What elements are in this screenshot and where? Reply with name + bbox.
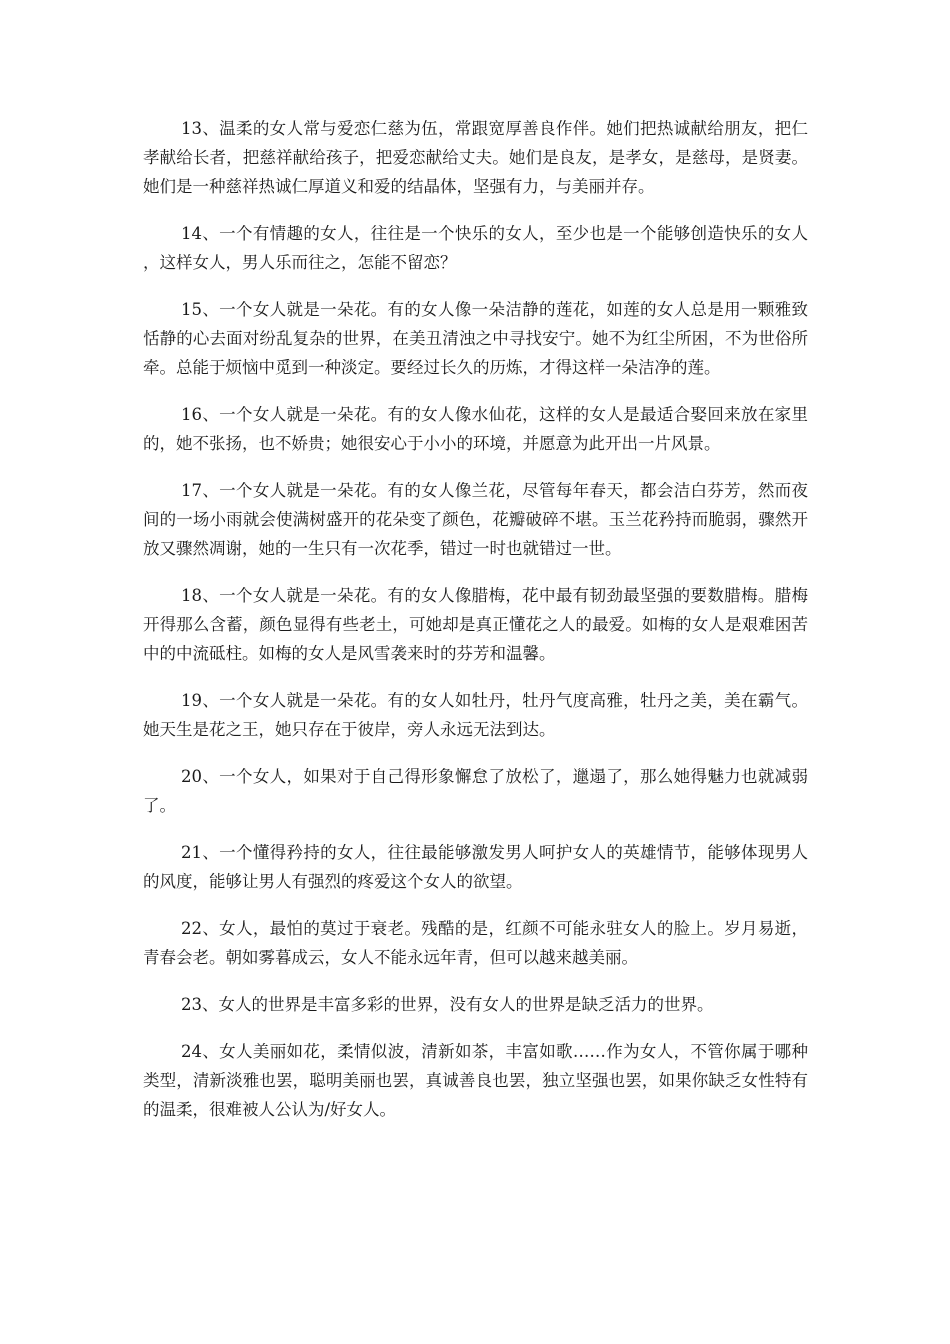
paragraph-20: 20、一个女人，如果对于自己得形象懈怠了放松了，邋遢了，那么她得魅力也就减弱了。: [143, 767, 808, 815]
paragraph-19: 19、一个女人就是一朵花。有的女人如牡丹，牡丹气度高雅，牡丹之美，美在霸气。她天生是花之王，她只存在于彼岸，旁人永远无法到达。: [143, 691, 808, 739]
document-body: [143, 114, 808, 1142]
paragraph-16: 16、一个女人就是一朵花。有的女人像水仙花，这样的女人是最适合娶回来放在家里的，她不张扬，也不娇贵；她很安心于小小的环境，并愿意为此开出一片风景。: [143, 405, 808, 453]
paragraph-24: 24、女人美丽如花，柔情似波，清新如茶，丰富如歌……作为女人，不管你属于哪种类型，清新淡雅也罢，聪明美丽也罢，真诚善良也罢，独立坚强也罢，如果你缺乏女性特有的温柔，很难被人公认为/好女人。: [143, 1042, 808, 1119]
paragraph-13: 13、温柔的女人常与爱恋仁慈为伍，常跟宽厚善良作伴。她们把热诚献给朋友，把仁孝献给长者，把慈祥献给孩子，把爱恋献给丈夫。她们是良友，是孝女，是慈母，是贤妻。她们是一种慈祥热诚仁厚道义和爱的结晶体，坚强有力，与美丽并存。: [143, 119, 808, 196]
paragraph-23: 23、女人的世界是丰富多彩的世界，没有女人的世界是缺乏活力的世界。: [181, 995, 714, 1014]
paragraph-18: 18、一个女人就是一朵花。有的女人像腊梅，花中最有韧劲最坚强的要数腊梅。腊梅开得那么含蓄，颜色显得有些老土，可她却是真正懂花之人的最爱。如梅的女人是艰难困苦中的中流砥柱。如梅的女人是风雪袭来时的芬芳和温馨。: [143, 586, 808, 663]
paragraph-22: 22、女人，最怕的莫过于衰老。残酷的是，红颜不可能永驻女人的脸上。岁月易逝，青春会老。朝如雾暮成云，女人不能永远年青，但可以越来越美丽。: [143, 919, 808, 967]
paragraph-14: 14、一个有情趣的女人，往往是一个快乐的女人，至少也是一个能够创造快乐的女人，这样女人，男人乐而往之，怎能不留恋？: [143, 224, 808, 272]
paragraph-15: 15、一个女人就是一朵花。有的女人像一朵洁静的莲花，如莲的女人总是用一颗雅致恬静的心去面对纷乱复杂的世界，在美丑清浊之中寻找安宁。她不为红尘所困，不为世俗所牵。总能于烦恼中觅到一种淡定。要经过长久的历炼，才得这样一朵洁净的莲。: [143, 300, 808, 377]
paragraph-17: 17、一个女人就是一朵花。有的女人像兰花，尽管每年春天，都会洁白芬芳，然而夜间的一场小雨就会使满树盛开的花朵变了颜色，花瓣破碎不堪。玉兰花矜持而脆弱，骤然开放又骤然凋谢，她的一生只有一次花季，错过一时也就错过一世。: [143, 481, 808, 558]
paragraph-21: 21、一个懂得矜持的女人，往往最能够激发男人呵护女人的英雄情节，能够体现男人的风度，能够让男人有强烈的疼爱这个女人的欲望。: [143, 843, 808, 891]
